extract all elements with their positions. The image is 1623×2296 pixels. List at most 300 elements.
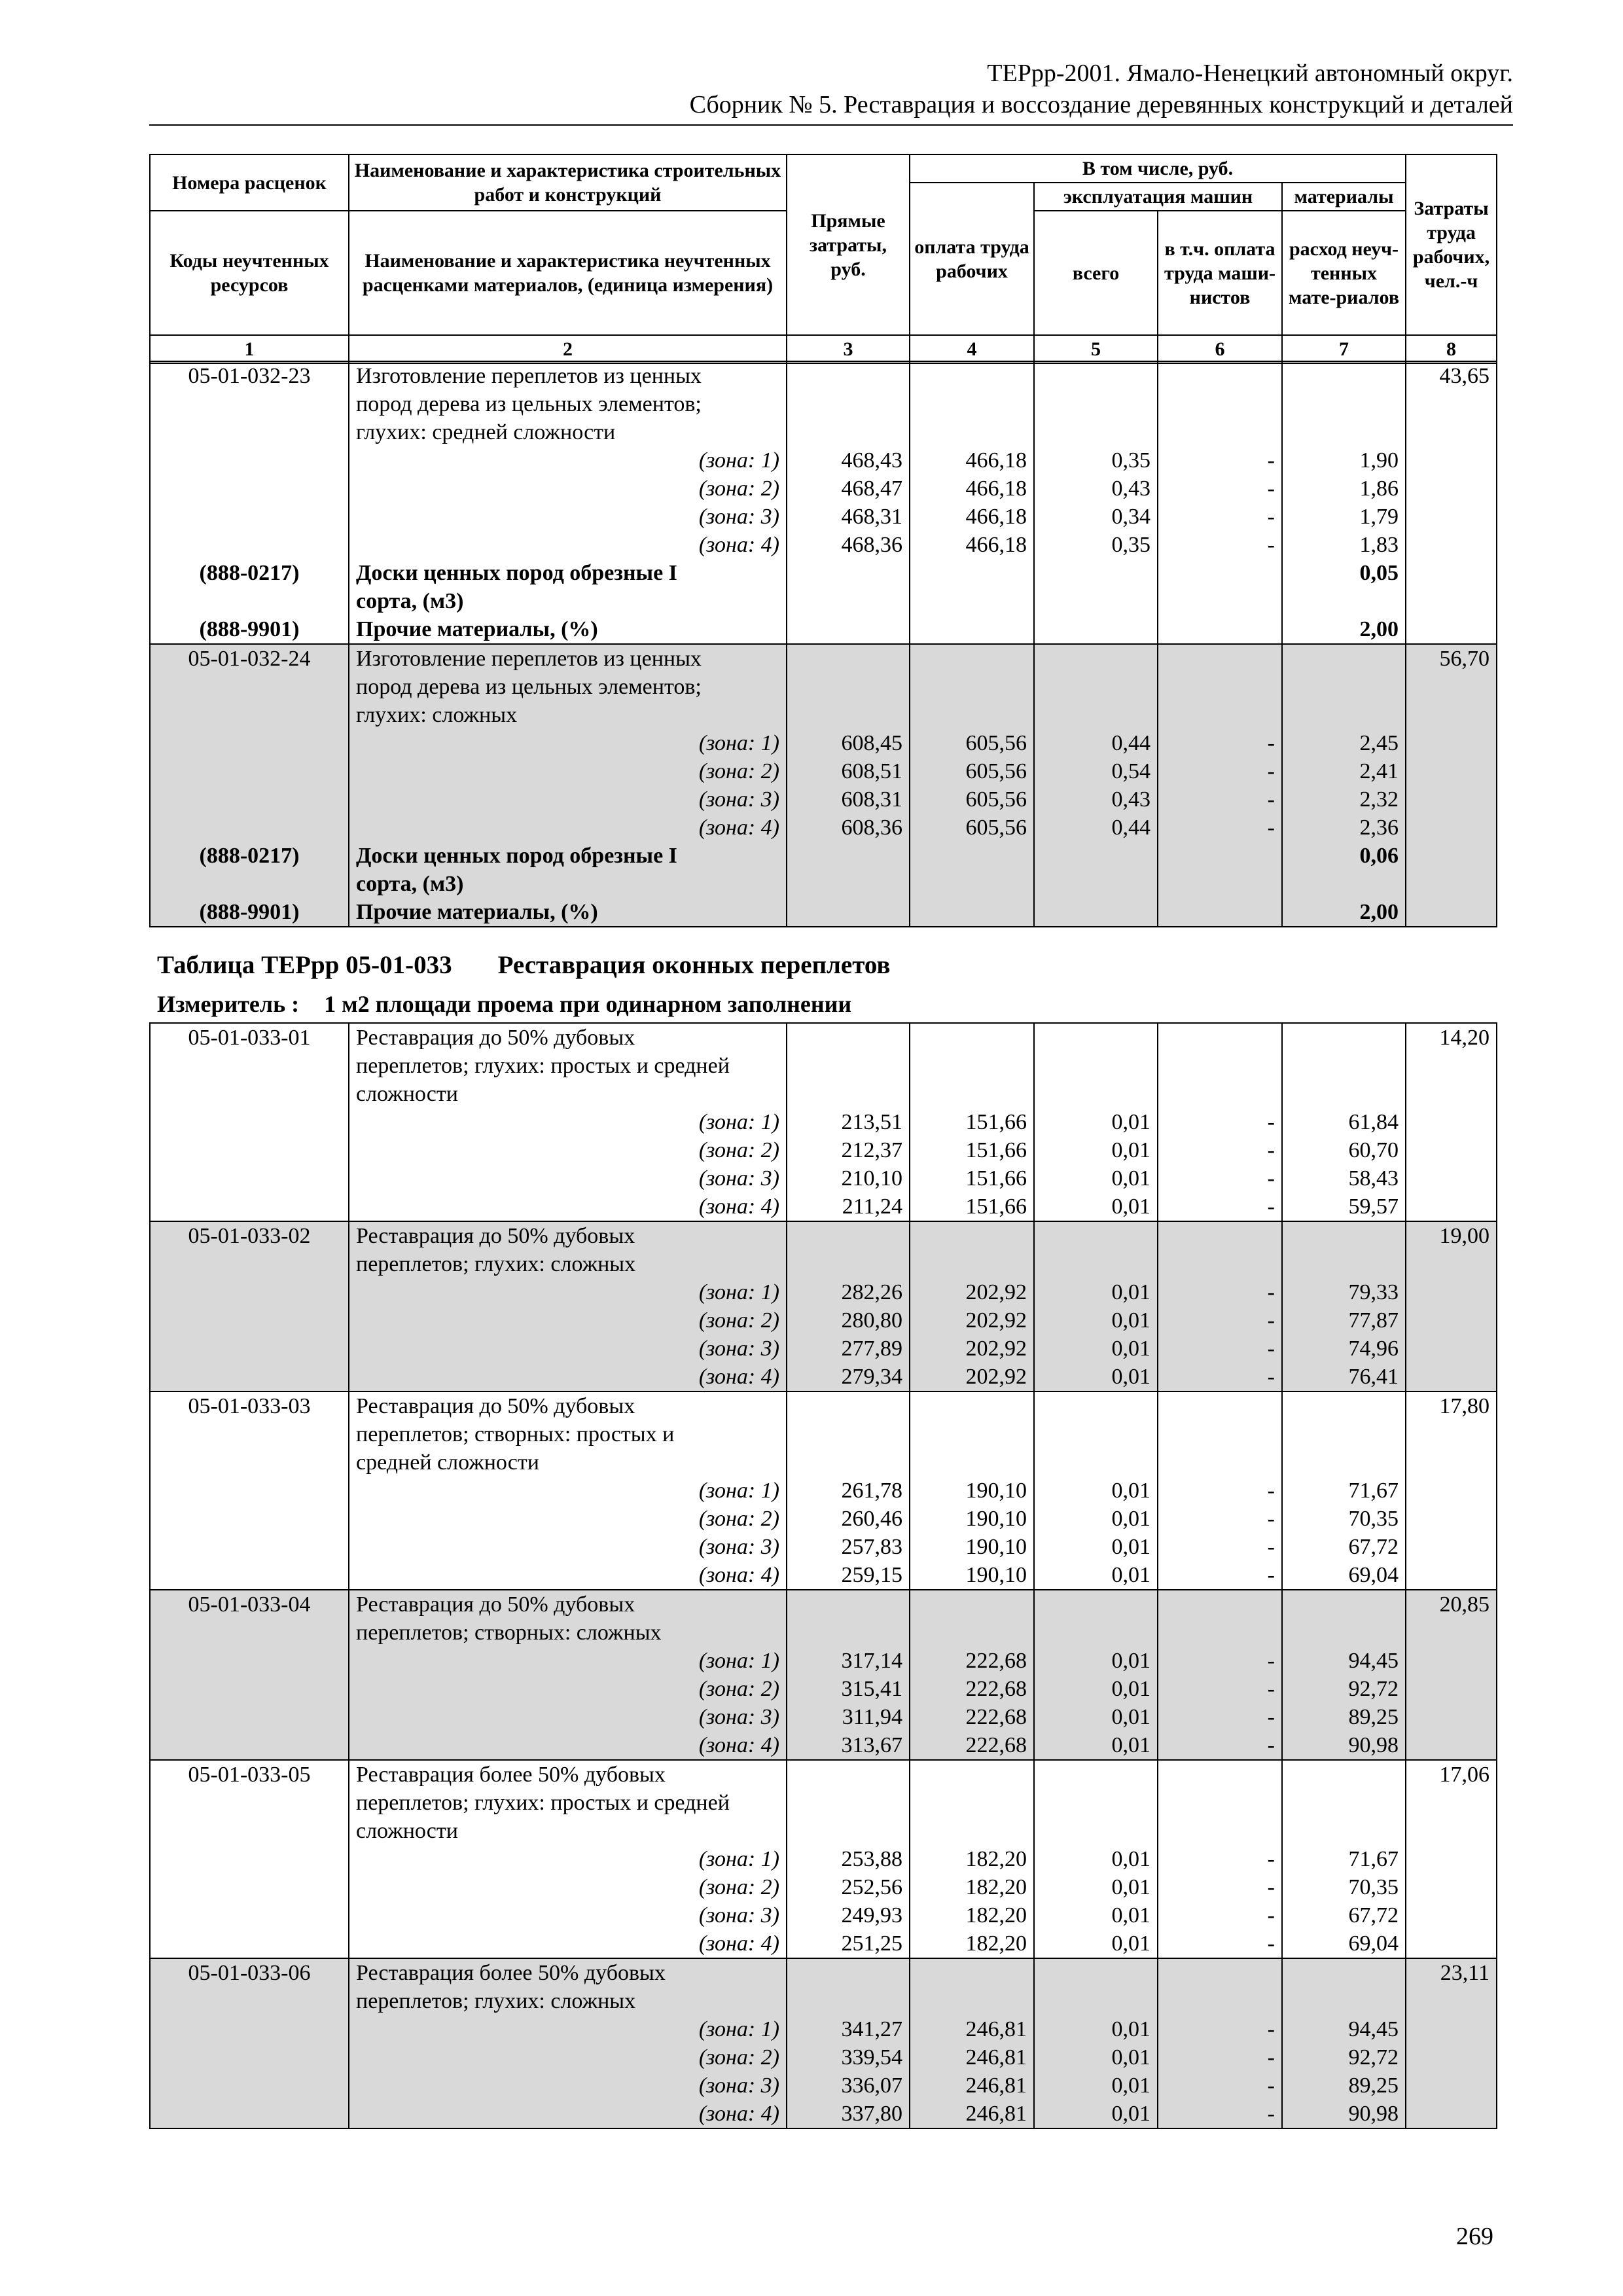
rate-group	[150, 644, 1497, 927]
empty-cell	[1406, 757, 1497, 785]
zone-label: (зона: 4)	[349, 1929, 787, 1958]
col2-top-header: Наименование и характеристика строительных работ и конструкций	[349, 154, 787, 211]
direct-cost: 210,10	[787, 1164, 910, 1193]
materials-cost: 71,67	[1282, 1845, 1406, 1873]
material-name-line: Прочие материалы, (%)	[356, 617, 598, 641]
rate-name-line: Реставрация до 50% дубовых	[356, 1224, 635, 1248]
materials-cost: 67,72	[1282, 1533, 1406, 1561]
header-line-2: Сборник № 5. Реставрация и воссоздание деревянных конструкций и деталей	[689, 91, 1513, 118]
worker-pay: 466,18	[910, 531, 1034, 559]
header-rule	[149, 124, 1513, 126]
col-number: 7	[1282, 335, 1406, 363]
empty-cell	[1034, 1760, 1158, 1845]
direct-cost: 608,36	[787, 814, 910, 842]
empty-cell	[910, 615, 1034, 644]
zone-row	[150, 1278, 1497, 1306]
direct-cost: 282,26	[787, 1278, 910, 1306]
empty-cell	[150, 475, 349, 503]
empty-cell	[1034, 1958, 1158, 2015]
materials-cost: 70,35	[1282, 1873, 1406, 1901]
empty-cell	[1034, 898, 1158, 927]
zone-label: (зона: 4)	[349, 1193, 787, 1221]
machines-total: 0,43	[1034, 785, 1158, 814]
empty-cell	[1406, 531, 1497, 559]
table-caption	[157, 950, 890, 980]
materials-cost: 59,57	[1282, 1193, 1406, 1221]
empty-cell	[150, 2015, 349, 2043]
zone-row	[150, 1929, 1497, 1958]
empty-cell	[1158, 898, 1282, 927]
labor-cost: 17,80	[1406, 1391, 1497, 1477]
machines-total: 0,44	[1034, 729, 1158, 757]
direct-cost: 259,15	[787, 1561, 910, 1590]
empty-cell	[1034, 559, 1158, 615]
rate-group	[150, 1221, 1497, 1391]
empty-cell	[1034, 1221, 1158, 1278]
zone-label: (зона: 1)	[349, 729, 787, 757]
zone-label: (зона: 3)	[349, 2072, 787, 2100]
empty-cell	[150, 531, 349, 559]
worker-pay: 605,56	[910, 785, 1034, 814]
machines-total: 0,01	[1034, 2015, 1158, 2043]
rate-name	[349, 1391, 787, 1477]
materials-cost: 2,36	[1282, 814, 1406, 842]
empty-cell	[1406, 1477, 1497, 1505]
empty-cell	[910, 1958, 1034, 2015]
worker-pay: 190,10	[910, 1505, 1034, 1533]
empty-cell	[1034, 615, 1158, 644]
zone-row	[150, 2072, 1497, 2100]
materials-cost: 61,84	[1282, 1108, 1406, 1136]
zone-label: (зона: 3)	[349, 1164, 787, 1193]
material-code: (888-9901)	[150, 898, 349, 927]
col8-header: Затраты труда рабочих, чел.-ч	[1406, 154, 1497, 335]
rate-name	[349, 644, 787, 729]
empty-cell	[150, 757, 349, 785]
empty-cell	[787, 559, 910, 615]
empty-cell	[150, 1136, 349, 1164]
empty-cell	[150, 503, 349, 531]
materials-cost: 2,45	[1282, 729, 1406, 757]
direct-cost: 468,36	[787, 531, 910, 559]
empty-cell	[1406, 2015, 1497, 2043]
material-name	[349, 615, 787, 644]
zone-label: (зона: 4)	[349, 1363, 787, 1391]
rate-group	[150, 1023, 1497, 1221]
machines-total: 0,35	[1034, 446, 1158, 475]
empty-cell	[150, 1929, 349, 1958]
machines-total: 0,01	[1034, 1505, 1158, 1533]
zone-label: (зона: 2)	[349, 2043, 787, 2072]
empty-cell	[1406, 446, 1497, 475]
empty-cell	[150, 1901, 349, 1929]
col3-header: Прямые затраты, руб.	[787, 154, 910, 335]
empty-cell	[910, 644, 1034, 729]
rate-name-line: Реставрация более 50% дубовых	[356, 1763, 666, 1787]
materials-cost: 74,96	[1282, 1335, 1406, 1363]
labor-cost: 23,11	[1406, 1958, 1497, 2015]
zone-row	[150, 503, 1497, 531]
labor-cost: 14,20	[1406, 1023, 1497, 1108]
machines-total: 0,01	[1034, 1193, 1158, 1221]
machinist-pay: -	[1158, 757, 1282, 785]
materials-cost: 89,25	[1282, 2072, 1406, 2100]
rate-row	[150, 644, 1497, 729]
zone-label: (зона: 1)	[349, 1108, 787, 1136]
material-code: (888-0217)	[150, 559, 349, 615]
empty-cell	[150, 729, 349, 757]
zone-label: (зона: 4)	[349, 2100, 787, 2128]
materials-cost: 67,72	[1282, 1901, 1406, 1929]
rate-row	[150, 1391, 1497, 1477]
empty-cell	[910, 898, 1034, 927]
empty-cell	[1158, 842, 1282, 898]
direct-cost: 251,25	[787, 1929, 910, 1958]
empty-cell	[910, 1590, 1034, 1647]
col2-bottom-header: Наименование и характеристика неучтенных расценками материалов, (единица измерения)	[349, 211, 787, 335]
zone-label: (зона: 2)	[349, 1873, 787, 1901]
machinist-pay: -	[1158, 1108, 1282, 1136]
machines-total: 0,01	[1034, 1477, 1158, 1505]
direct-cost: 211,24	[787, 1193, 910, 1221]
worker-pay: 202,92	[910, 1335, 1034, 1363]
empty-cell	[150, 1647, 349, 1675]
empty-cell	[1158, 1023, 1282, 1108]
zone-label: (зона: 4)	[349, 531, 787, 559]
empty-cell	[787, 842, 910, 898]
machinist-pay: -	[1158, 1164, 1282, 1193]
empty-cell	[1158, 1221, 1282, 1278]
worker-pay: 182,20	[910, 1873, 1034, 1901]
direct-cost: 212,37	[787, 1136, 910, 1164]
zone-row	[150, 729, 1497, 757]
worker-pay: 151,66	[910, 1164, 1034, 1193]
machines-total: 0,01	[1034, 1731, 1158, 1760]
direct-cost: 260,46	[787, 1505, 910, 1533]
measure-text: 1 м2 площади проема при одинарном заполнении	[324, 991, 852, 1017]
empty-cell	[1406, 503, 1497, 531]
machines-total: 0,01	[1034, 1108, 1158, 1136]
machines-total: 0,01	[1034, 1136, 1158, 1164]
materials-cost: 92,72	[1282, 1675, 1406, 1703]
machines-total: 0,01	[1034, 2072, 1158, 2100]
materials-cost: 71,67	[1282, 1477, 1406, 1505]
worker-pay: 222,68	[910, 1703, 1034, 1731]
zone-row	[150, 1363, 1497, 1391]
materials-cost: 69,04	[1282, 1561, 1406, 1590]
worker-pay: 246,81	[910, 2043, 1034, 2072]
materials-cost: 2,41	[1282, 757, 1406, 785]
rate-group	[150, 361, 1497, 644]
column-header-table	[149, 154, 1497, 364]
zone-label: (зона: 3)	[349, 785, 787, 814]
empty-cell	[1406, 1306, 1497, 1335]
empty-cell	[1406, 1873, 1497, 1901]
direct-cost: 468,31	[787, 503, 910, 531]
direct-cost: 213,51	[787, 1108, 910, 1136]
empty-cell	[150, 1477, 349, 1505]
machinist-pay: -	[1158, 1647, 1282, 1675]
empty-cell	[1406, 1647, 1497, 1675]
worker-pay: 190,10	[910, 1533, 1034, 1561]
zone-row	[150, 1108, 1497, 1136]
empty-cell	[1406, 1164, 1497, 1193]
materials-cost: 69,04	[1282, 1929, 1406, 1958]
zone-label: (зона: 3)	[349, 1703, 787, 1731]
rate-name	[349, 1221, 787, 1278]
worker-pay: 190,10	[910, 1561, 1034, 1590]
empty-cell	[150, 1505, 349, 1533]
zone-row	[150, 2100, 1497, 2128]
empty-cell	[1282, 1958, 1406, 2015]
worker-pay: 151,66	[910, 1193, 1034, 1221]
labor-cost: 19,00	[1406, 1221, 1497, 1278]
machinist-pay: -	[1158, 503, 1282, 531]
worker-pay: 151,66	[910, 1108, 1034, 1136]
rate-group	[150, 1391, 1497, 1590]
empty-cell	[1282, 644, 1406, 729]
empty-cell	[1406, 1845, 1497, 1873]
empty-cell	[910, 1391, 1034, 1477]
empty-cell	[787, 898, 910, 927]
col4-header: оплата труда рабочих	[910, 183, 1034, 335]
machinist-pay: -	[1158, 785, 1282, 814]
rate-name-line: Изготовление переплетов из ценных	[356, 647, 702, 671]
col-number: 2	[349, 335, 787, 363]
zone-label: (зона: 1)	[349, 1845, 787, 1873]
worker-pay: 246,81	[910, 2100, 1034, 2128]
empty-cell	[910, 1760, 1034, 1845]
rate-name	[349, 1760, 787, 1845]
rate-name-line: переплетов; глухих: сложных	[356, 1989, 636, 2013]
zone-row	[150, 1306, 1497, 1335]
empty-cell	[150, 2043, 349, 2072]
materials-cost: 70,35	[1282, 1505, 1406, 1533]
empty-cell	[787, 1760, 910, 1845]
empty-cell	[150, 1703, 349, 1731]
empty-cell	[910, 1023, 1034, 1108]
empty-cell	[150, 814, 349, 842]
machines-total: 0,01	[1034, 1647, 1158, 1675]
materials-cost: 60,70	[1282, 1136, 1406, 1164]
rate-row	[150, 361, 1497, 446]
rate-code: 05-01-033-05	[150, 1760, 349, 1845]
material-name-line: Доски ценных пород обрезные I	[356, 844, 677, 868]
empty-cell	[1406, 2043, 1497, 2072]
machinist-pay: -	[1158, 1533, 1282, 1561]
empty-cell	[1406, 615, 1497, 644]
worker-pay: 222,68	[910, 1675, 1034, 1703]
empty-cell	[1406, 1675, 1497, 1703]
empty-cell	[1034, 361, 1158, 446]
machines-total: 0,01	[1034, 1873, 1158, 1901]
empty-cell	[1158, 1958, 1282, 2015]
empty-cell	[1158, 1590, 1282, 1647]
zone-row	[150, 1193, 1497, 1221]
empty-cell	[1406, 814, 1497, 842]
header-line-1: ТЕРрр-2001. Ямало-Ненецкий автономный округ.	[987, 60, 1513, 87]
rate-name	[349, 1590, 787, 1647]
empty-cell	[150, 2100, 349, 2128]
machinist-pay: -	[1158, 1193, 1282, 1221]
rate-code: 05-01-033-06	[150, 1958, 349, 2015]
zone-label: (зона: 2)	[349, 1136, 787, 1164]
rate-name-line: средней сложности	[356, 1450, 539, 1475]
zone-row	[150, 757, 1497, 785]
rate-code: 05-01-032-24	[150, 644, 349, 729]
empty-cell	[1282, 1760, 1406, 1845]
empty-cell	[1406, 898, 1497, 927]
zone-label: (зона: 1)	[349, 1647, 787, 1675]
empty-cell	[150, 1306, 349, 1335]
empty-cell	[1034, 1590, 1158, 1647]
zone-row	[150, 1533, 1497, 1561]
empty-cell	[1282, 1590, 1406, 1647]
empty-cell	[787, 1391, 910, 1477]
rate-name-line: Изготовление переплетов из ценных	[356, 364, 702, 388]
empty-cell	[1282, 361, 1406, 446]
machinist-pay: -	[1158, 2100, 1282, 2128]
materials-cost: 1,90	[1282, 446, 1406, 475]
rate-code: 05-01-033-02	[150, 1221, 349, 1278]
labor-cost: 43,65	[1406, 361, 1497, 446]
materials-cost: 90,98	[1282, 1731, 1406, 1760]
zone-row	[150, 1136, 1497, 1164]
materials-cost: 94,45	[1282, 1647, 1406, 1675]
table-caption-title: Реставрация оконных переплетов	[497, 951, 891, 979]
page-number: 269	[1456, 2223, 1493, 2250]
col-number: 4	[910, 335, 1034, 363]
rate-row	[150, 1958, 1497, 2015]
empty-cell	[1406, 1533, 1497, 1561]
machinist-pay: -	[1158, 1477, 1282, 1505]
machinist-pay: -	[1158, 2072, 1282, 2100]
empty-cell	[787, 644, 910, 729]
zone-row	[150, 814, 1497, 842]
rate-code: 05-01-033-03	[150, 1391, 349, 1477]
machines-total: 0,01	[1034, 1335, 1158, 1363]
direct-cost: 261,78	[787, 1477, 910, 1505]
zone-row	[150, 1505, 1497, 1533]
direct-cost: 313,67	[787, 1731, 910, 1760]
empty-cell	[1406, 1703, 1497, 1731]
machines-total: 0,01	[1034, 1363, 1158, 1391]
rate-row	[150, 1590, 1497, 1647]
materials-cost: 92,72	[1282, 2043, 1406, 2072]
zone-row	[150, 2015, 1497, 2043]
machinist-pay: -	[1158, 1901, 1282, 1929]
rate-name-line: переплетов; глухих: простых и средней	[356, 1791, 730, 1815]
col-number: 1	[150, 335, 349, 363]
material-name	[349, 898, 787, 927]
labor-cost: 20,85	[1406, 1590, 1497, 1647]
direct-cost: 317,14	[787, 1647, 910, 1675]
empty-cell	[787, 1221, 910, 1278]
materials-cost: 58,43	[1282, 1164, 1406, 1193]
machines-header: эксплуатация машин	[1034, 183, 1282, 211]
direct-cost: 279,34	[787, 1363, 910, 1391]
material-row	[150, 842, 1497, 898]
direct-cost: 608,45	[787, 729, 910, 757]
machines-total: 0,35	[1034, 531, 1158, 559]
machinist-pay: -	[1158, 475, 1282, 503]
machinist-pay: -	[1158, 1505, 1282, 1533]
col-number: 3	[787, 335, 910, 363]
materials-cost: 90,98	[1282, 2100, 1406, 2128]
zone-label: (зона: 3)	[349, 503, 787, 531]
machines-total: 0,01	[1034, 2100, 1158, 2128]
material-row	[150, 559, 1497, 615]
worker-pay: 222,68	[910, 1731, 1034, 1760]
rate-name-line: глухих: сложных	[356, 703, 518, 727]
col-number: 6	[1158, 335, 1282, 363]
col1-bottom-header: Коды неучтенных ресурсов	[150, 211, 349, 335]
rate-code: 05-01-033-01	[150, 1023, 349, 1108]
zone-row	[150, 1561, 1497, 1590]
running-header	[690, 58, 1513, 120]
empty-cell	[787, 1023, 910, 1108]
materials-cost: 89,25	[1282, 1703, 1406, 1731]
rate-name-line: Реставрация более 50% дубовых	[356, 1961, 666, 1985]
rate-name-line: переплетов; глухих: простых и средней	[356, 1054, 730, 1078]
direct-cost: 252,56	[787, 1873, 910, 1901]
zone-label: (зона: 2)	[349, 1505, 787, 1533]
direct-cost: 257,83	[787, 1533, 910, 1561]
material-name-line: сорта, (м3)	[356, 872, 464, 896]
machinist-pay: -	[1158, 1335, 1282, 1363]
empty-cell	[150, 1533, 349, 1561]
labor-cost: 17,06	[1406, 1760, 1497, 1845]
zone-row	[150, 1164, 1497, 1193]
col5-header: всего	[1034, 211, 1158, 335]
empty-cell	[150, 1731, 349, 1760]
empty-cell	[1158, 1391, 1282, 1477]
machines-total: 0,01	[1034, 1306, 1158, 1335]
zone-label: (зона: 2)	[349, 1675, 787, 1703]
materials-cost: 77,87	[1282, 1306, 1406, 1335]
empty-cell	[1406, 559, 1497, 615]
machines-total: 0,01	[1034, 1533, 1158, 1561]
material-name-line: сорта, (м3)	[356, 589, 464, 613]
empty-cell	[910, 1221, 1034, 1278]
materials-cost: 79,33	[1282, 1278, 1406, 1306]
machinist-pay: -	[1158, 1873, 1282, 1901]
empty-cell	[1406, 1108, 1497, 1136]
direct-cost: 311,94	[787, 1703, 910, 1731]
machines-total: 0,01	[1034, 1845, 1158, 1873]
zone-row	[150, 1731, 1497, 1760]
empty-cell	[1406, 1561, 1497, 1590]
zone-row	[150, 475, 1497, 503]
zone-label: (зона: 2)	[349, 475, 787, 503]
zone-row	[150, 2043, 1497, 2072]
machines-total: 0,54	[1034, 757, 1158, 785]
empty-cell	[910, 842, 1034, 898]
machines-total: 0,01	[1034, 1164, 1158, 1193]
zone-row	[150, 446, 1497, 475]
machines-total: 0,43	[1034, 475, 1158, 503]
machines-total: 0,01	[1034, 1278, 1158, 1306]
direct-cost: 608,31	[787, 785, 910, 814]
measure-line	[157, 990, 851, 1018]
empty-cell	[1406, 1731, 1497, 1760]
empty-cell	[150, 1561, 349, 1590]
rate-name	[349, 1958, 787, 2015]
empty-cell	[1406, 1335, 1497, 1363]
empty-cell	[1282, 1391, 1406, 1477]
rates-table-05-01-033	[149, 1022, 1497, 2129]
worker-pay: 466,18	[910, 475, 1034, 503]
